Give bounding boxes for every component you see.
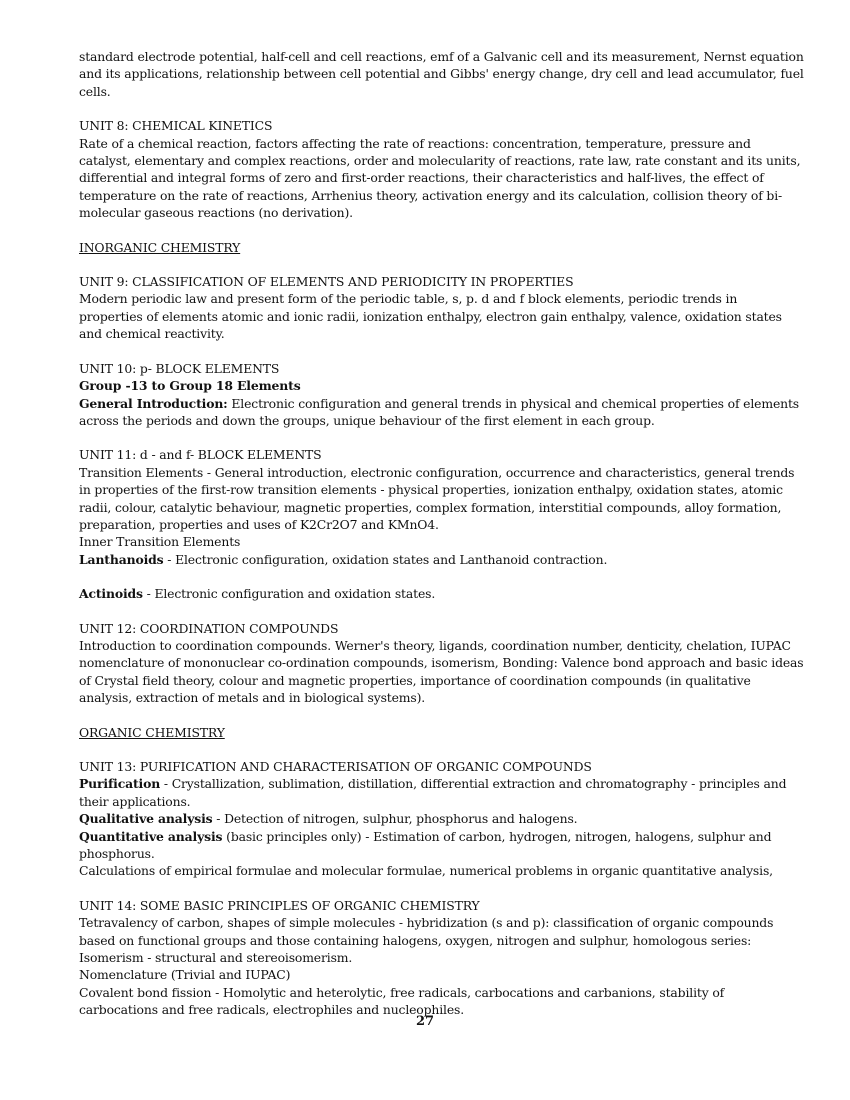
- general-intro-label: General Introduction:: [79, 395, 228, 411]
- unit-10-section: [79, 360, 804, 430]
- unit-13-section: [79, 758, 804, 880]
- quantitative-line: [79, 828, 804, 863]
- unit-8-body: Rate of a chemical reaction, factors affecting the rate of reactions: concentration, temperature, pressure and catalyst, elementary and complex reactions, order and molecularity of reactions, rate law, rate constant and its units, differential and integral forms of zero and first-order reactions, their characteristics and half-lives, the effect of temperature on the rate of reactions, Arrhenius theory, activation energy and its calculation, collision theory of bi-molecular gaseous reactions (no derivation).: [79, 135, 801, 221]
- actinoids-section: [79, 585, 804, 602]
- unit-11-section: [79, 446, 804, 568]
- formula-dichromate: K2Cr2O7: [299, 516, 358, 532]
- inner-transition-label: Inner Transition Elements: [79, 534, 241, 550]
- actinoids-label: Actinoids: [79, 586, 143, 602]
- calculations-line: Calculations of empirical formulae and molecular formulae, numerical problems in organic quantitative analysis,: [79, 863, 773, 879]
- unit-14-section: [79, 897, 804, 1019]
- organic-heading: ORGANIC CHEMISTRY: [79, 724, 225, 740]
- intro-paragraph: [79, 48, 804, 100]
- unit-12-section: [79, 620, 804, 707]
- unit-10-title: UNIT 10: p- BLOCK ELEMENTS: [79, 360, 280, 376]
- unit-9-body: Modern periodic law and present form of the periodic table, s, p. d and f block elements, periodic trends in properties of elements atomic and ionic radii, ionization enthalpy, electron gain enthalpy, valence, oxidation states and chemical reactivity.: [79, 291, 782, 342]
- qualitative-line: [79, 810, 804, 827]
- page-number: 27: [415, 1014, 435, 1029]
- general-intro-text: Electronic configuration and general trends in physical and chemical properties of elements across the periods and down the groups, unique behaviour of the first element in each group.: [79, 395, 800, 428]
- unit-10-group: Group -13 to Group 18 Elements: [79, 378, 301, 394]
- intro-text: standard electrode potential, half-cell and cell reactions, emf of a Galvanic cell and its measurement, Nernst equation and its applications, relationship between cell potential and Gibbs' energy change, dry cell and lead accumulator, fuel cells.: [79, 49, 804, 99]
- unit-9-section: [79, 273, 804, 343]
- quantitative-text: (basic principles only) - Estimation of carbon, hydrogen, nitrogen, halogens, sulphur and phosphorus.: [79, 828, 772, 862]
- qualitative-text: - Detection of nitrogen, sulphur, phosphorus and halogens.: [212, 811, 578, 827]
- isomerism-line: Isomerism - structural and stereoisomerism.: [79, 950, 353, 966]
- quantitative-label: Quantitative analysis: [79, 828, 223, 844]
- lanthanoids-label: Lanthanoids: [79, 551, 164, 567]
- purification-label: Purification: [79, 776, 161, 792]
- unit-8-title: UNIT 8: CHEMICAL KINETICS: [79, 118, 273, 134]
- period-text: .: [435, 516, 439, 532]
- purification-text: - Crystallization, sublimation, distillation, differential extraction and chromatography - principles and their applications.: [79, 776, 787, 809]
- unit-12-title: UNIT 12: COORDINATION COMPOUNDS: [79, 620, 339, 636]
- unit-13-title: UNIT 13: PURIFICATION AND CHARACTERISATION OF ORGANIC COMPOUNDS: [79, 759, 592, 774]
- covalent-line: Covalent bond fission - Homolytic and heterolytic, free radicals, carbocations and carbanions, stability of carbocations and free radicals, electrophiles and nucleophiles.: [79, 984, 725, 1018]
- formula-permanganate: KMnO4: [387, 516, 436, 532]
- qualitative-label: Qualitative analysis: [79, 811, 213, 827]
- unit-12-body: Introduction to coordination compounds. Werner's theory, ligands, coordination number, denticity, chelation, IUPAC nomenclature of mononuclear co-ordination compounds, isomerism, Bonding: Valence bond approach and basic ideas of Crystal field theory, colour and magnetic properties, importance of coordination compounds (in qualitative analysis, extraction of metals and in biological systems).: [79, 637, 804, 706]
- unit-14-title: UNIT 14: SOME BASIC PRINCIPLES OF ORGANIC CHEMISTRY: [79, 897, 480, 913]
- unit-11-title: UNIT 11: d - and f- BLOCK ELEMENTS: [79, 447, 322, 463]
- unit-10-body: [79, 395, 804, 430]
- unit-11-text: Transition Elements - General introduction, electronic configuration, occurrence and characteristics, general trends in properties of the first-row transition elements - physical properties, ionization enthalpy, oxidation states, atomic radii, colour, catalytic behaviour, magnetic properties, complex formation, interstitial compounds, alloy formation, preparation, properties and uses of: [79, 464, 795, 532]
- unit-8-section: [79, 117, 804, 221]
- nomenclature-line: Nomenclature (Trivial and IUPAC): [79, 967, 291, 983]
- document-page: [79, 48, 804, 1036]
- actinoids-text: - Electronic configuration and oxidation states.: [142, 586, 436, 602]
- actinoids-line: [79, 585, 804, 602]
- inorganic-heading: INORGANIC CHEMISTRY: [79, 239, 241, 255]
- purification-line: [79, 775, 804, 810]
- and-text: and: [357, 516, 388, 532]
- unit-11-body: [79, 464, 804, 534]
- lanthanoids-text: - Electronic configuration, oxidation states and Lanthanoid contraction.: [163, 551, 608, 567]
- unit-14-body: Tetravalency of carbon, shapes of simple molecules - hybridization (s and p): classification of organic compounds based on functional groups and those containing halogens, oxygen, nitrogen and sulphur, homologous series:: [79, 915, 774, 948]
- unit-9-title: UNIT 9: CLASSIFICATION OF ELEMENTS AND PERIODICITY IN PROPERTIES: [79, 274, 574, 290]
- lanthanoids-line: [79, 551, 804, 568]
